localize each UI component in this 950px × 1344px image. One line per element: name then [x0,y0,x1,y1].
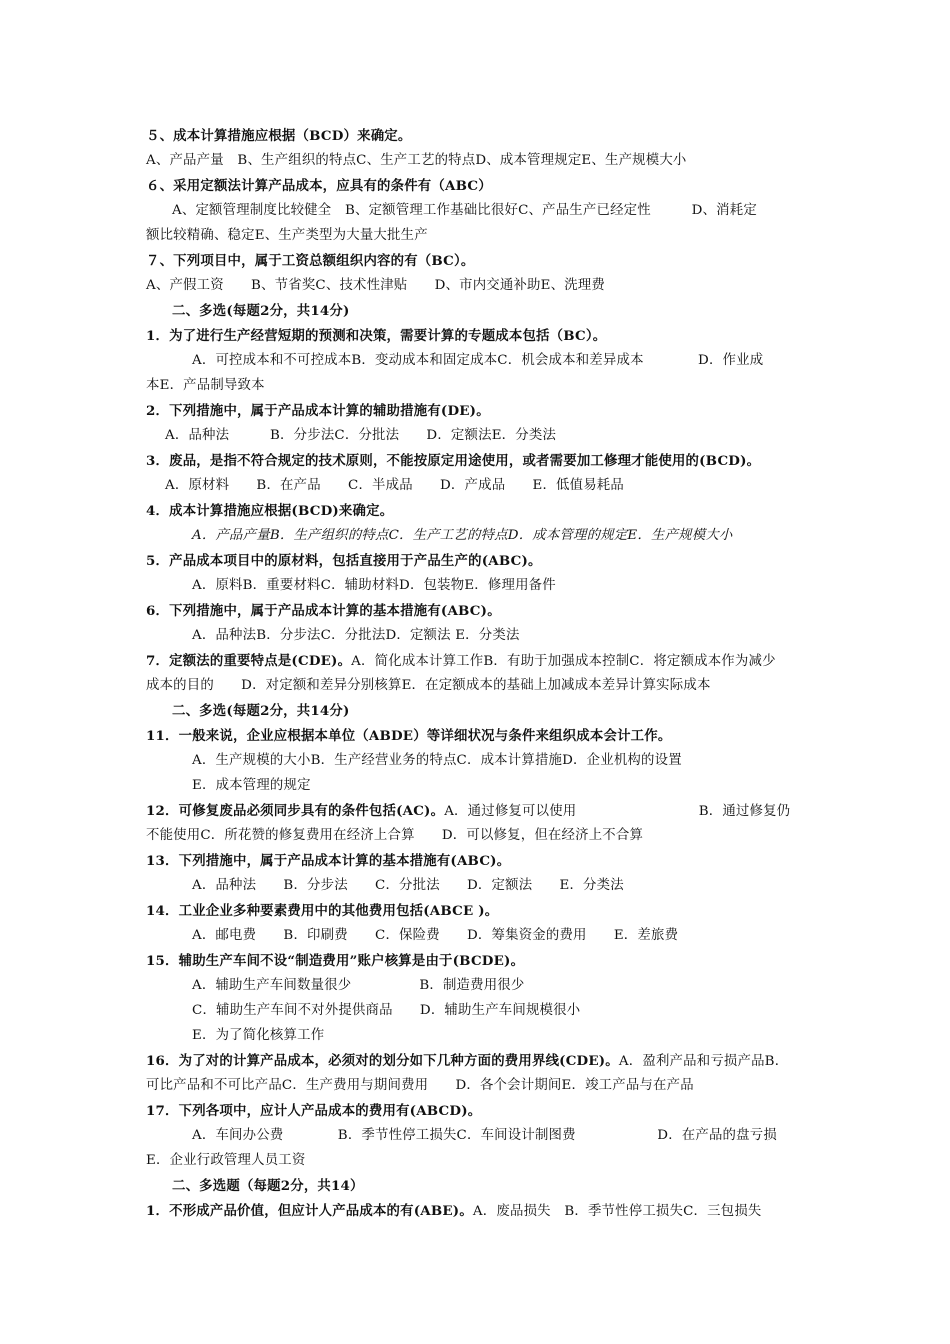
s1-q5-stem: 5．产品成本项目中的原材料，包括直接用于产品生产的(ABC)。 [146,553,542,569]
section-heading-2: 二、多选(每题2分，共14分) [172,703,350,719]
s1-q3-options: A．原材料 B．在产品 C．半成品 D．产成品 E．低值易耗品 [165,478,624,493]
s2-q12-line1 [146,801,790,822]
s1-q7-options-line2: 成本的目的 D．对定额和差异分别核算E．在定额成本的基础上加减成本差异计算实际成本 [146,678,711,693]
s2-q15-options-line1: A．辅助生产车间数量很少 B．制造费用很少 [192,978,525,993]
s2-q15-options-line2: C．辅助生产车间不对外提供商品 D．辅助生产车间规模很小 [192,1003,581,1018]
section-heading-3: 二、多选题（每题2分，共14） [172,1178,364,1194]
s3-q1-options-inline: A．废品损失 B．季节性停工损失C．三包损失 [472,1204,762,1219]
s1-q5-options: A．原料B．重要材料C．辅助材料D．包装物E．修理用备件 [192,578,556,593]
s2-q12-stem: 12．可修复废品必须同步具有的条件包括(AC)。 [146,803,445,819]
s2-q11-options-line2: E．成本管理的规定 [192,778,311,793]
q7-stem: ７、下列项目中，属于工资总额组织内容的有（BC）。 [146,253,475,269]
s1-q1-options-line2: 本E．产品制导致本 [146,378,265,393]
s1-q3-stem: 3．废品，是指不符合规定的技术原则，不能按原定用途使用，或者需要加工修理才能使用的(BCD)。 [146,453,761,469]
q6-options-line1: A、定额管理制度比较健全 B、定额管理工作基础比很好C、产品生产已经定性 D、消耗定 [172,203,757,218]
s2-q15-stem: 15．辅助生产车间不设“制造费用”账户核算是由于(BCDE)。 [146,953,525,969]
s1-q7-stem: 7．定额法的重要特点是(CDE)。 [146,653,352,669]
s2-q14-options: A．邮电费 B．印刷费 C．保险费 D．筹集资金的费用 E．差旅费 [192,928,679,943]
s2-q17-options-line2: E．企业行政管理人员工资 [146,1153,306,1168]
s1-q2-stem: 2．下列措施中，属于产品成本计算的辅助措施有(DE)。 [146,403,490,419]
q6-options-line2: 额比较精确、稳定E、生产类型为大量大批生产 [146,228,428,243]
s2-q16-line1 [146,1051,788,1072]
q7-options: A、产假工资 B、节省奖C、技术性津贴 D、市内交通补助E、洗理费 [146,278,605,293]
s1-q1-options-line1: A．可控成本和不可控成本B．变动成本和固定成本C．机会成本和差异成本 D．作业成 [192,353,764,368]
section-heading-1: 二、多选(每题2分，共14分) [172,303,350,319]
s2-q16-options-line2: 可比产品和不可比产品C．生产费用与期间费用 D．各个会计期间E．竣工产品与在产品 [146,1078,694,1093]
s1-q6-stem: 6．下列措施中，属于产品成本计算的基本措施有(ABC)。 [146,603,501,619]
s2-q15-options-line3: E．为了简化核算工作 [192,1028,325,1043]
s1-q2-options: A．品种法 B．分步法C．分批法 D．定额法E．分类法 [165,428,557,443]
s1-q4-options: A．产品产量B．生产组织的特点C．生产工艺的特点D．成本管理的规定E．生产规模大小 [192,528,733,543]
s2-q17-options-line1: A．车间办公费 B．季节性停工损失C．车间设计制图费 D．在产品的盘亏损 [192,1128,777,1143]
q6-stem: ６、采用定额法计算产品成本，应具有的条件有（ABC） [146,178,492,194]
s2-q14-stem: 14．工业企业多种要素费用中的其他费用包括(ABCE )。 [146,903,499,919]
s2-q17-stem: 17．下列各项中，应计人产品成本的费用有(ABCD)。 [146,1103,482,1119]
s1-q6-options: A．品种法B．分步法C．分批法D．定额法 E．分类法 [192,628,520,643]
s2-q12-options-inline: A．通过修复可以使用 B．通过修复仍 [444,804,791,819]
s2-q13-options: A．品种法 B．分步法 C．分批法 D．定额法 E．分类法 [192,878,624,893]
s2-q11-options-line1: A．生产规模的大小B．生产经营业务的特点C．成本计算措施D．企业机构的设置 [192,753,682,768]
s1-q4-stem: 4．成本计算措施应根据(BCD)来确定。 [146,503,394,519]
s2-q16-stem: 16．为了对的计算产品成本，必须对的划分如下几种方面的费用界线(CDE)。 [146,1053,619,1069]
s2-q13-stem: 13．下列措施中，属于产品成本计算的基本措施有(ABC)。 [146,853,511,869]
s1-q7-options-inline: A．简化成本计算工作B．有助于加强成本控制C．将定额成本作为减少 [351,654,776,669]
s2-q12-options-line2: 不能使用C．所花赞的修复费用在经济上合算 D．可以修复，但在经济上不合算 [146,828,644,843]
q5-options: A、产品产量 B、生产组织的特点C、生产工艺的特点D、成本管理规定E、生产规模大小 [146,153,687,168]
s1-q1-stem: 1．为了进行生产经营短期的预测和决策，需要计算的专题成本包括（BC）。 [146,328,607,344]
q5-stem: ５、成本计算措施应根据（BCD）来确定。 [146,128,412,144]
s2-q11-stem: 11．一般来说，企业应根据本单位（ABDE）等详细状况与条件来组织成本会计工作。 [146,728,672,744]
s1-q7-line1 [146,651,776,672]
s2-q16-options-inline: A．盈利产品和亏损产品B． [618,1054,789,1069]
s3-q1-stem: 1．不形成产品价值，但应计人产品成本的有(ABE)。 [146,1203,473,1219]
s3-q1-line1 [146,1201,762,1222]
